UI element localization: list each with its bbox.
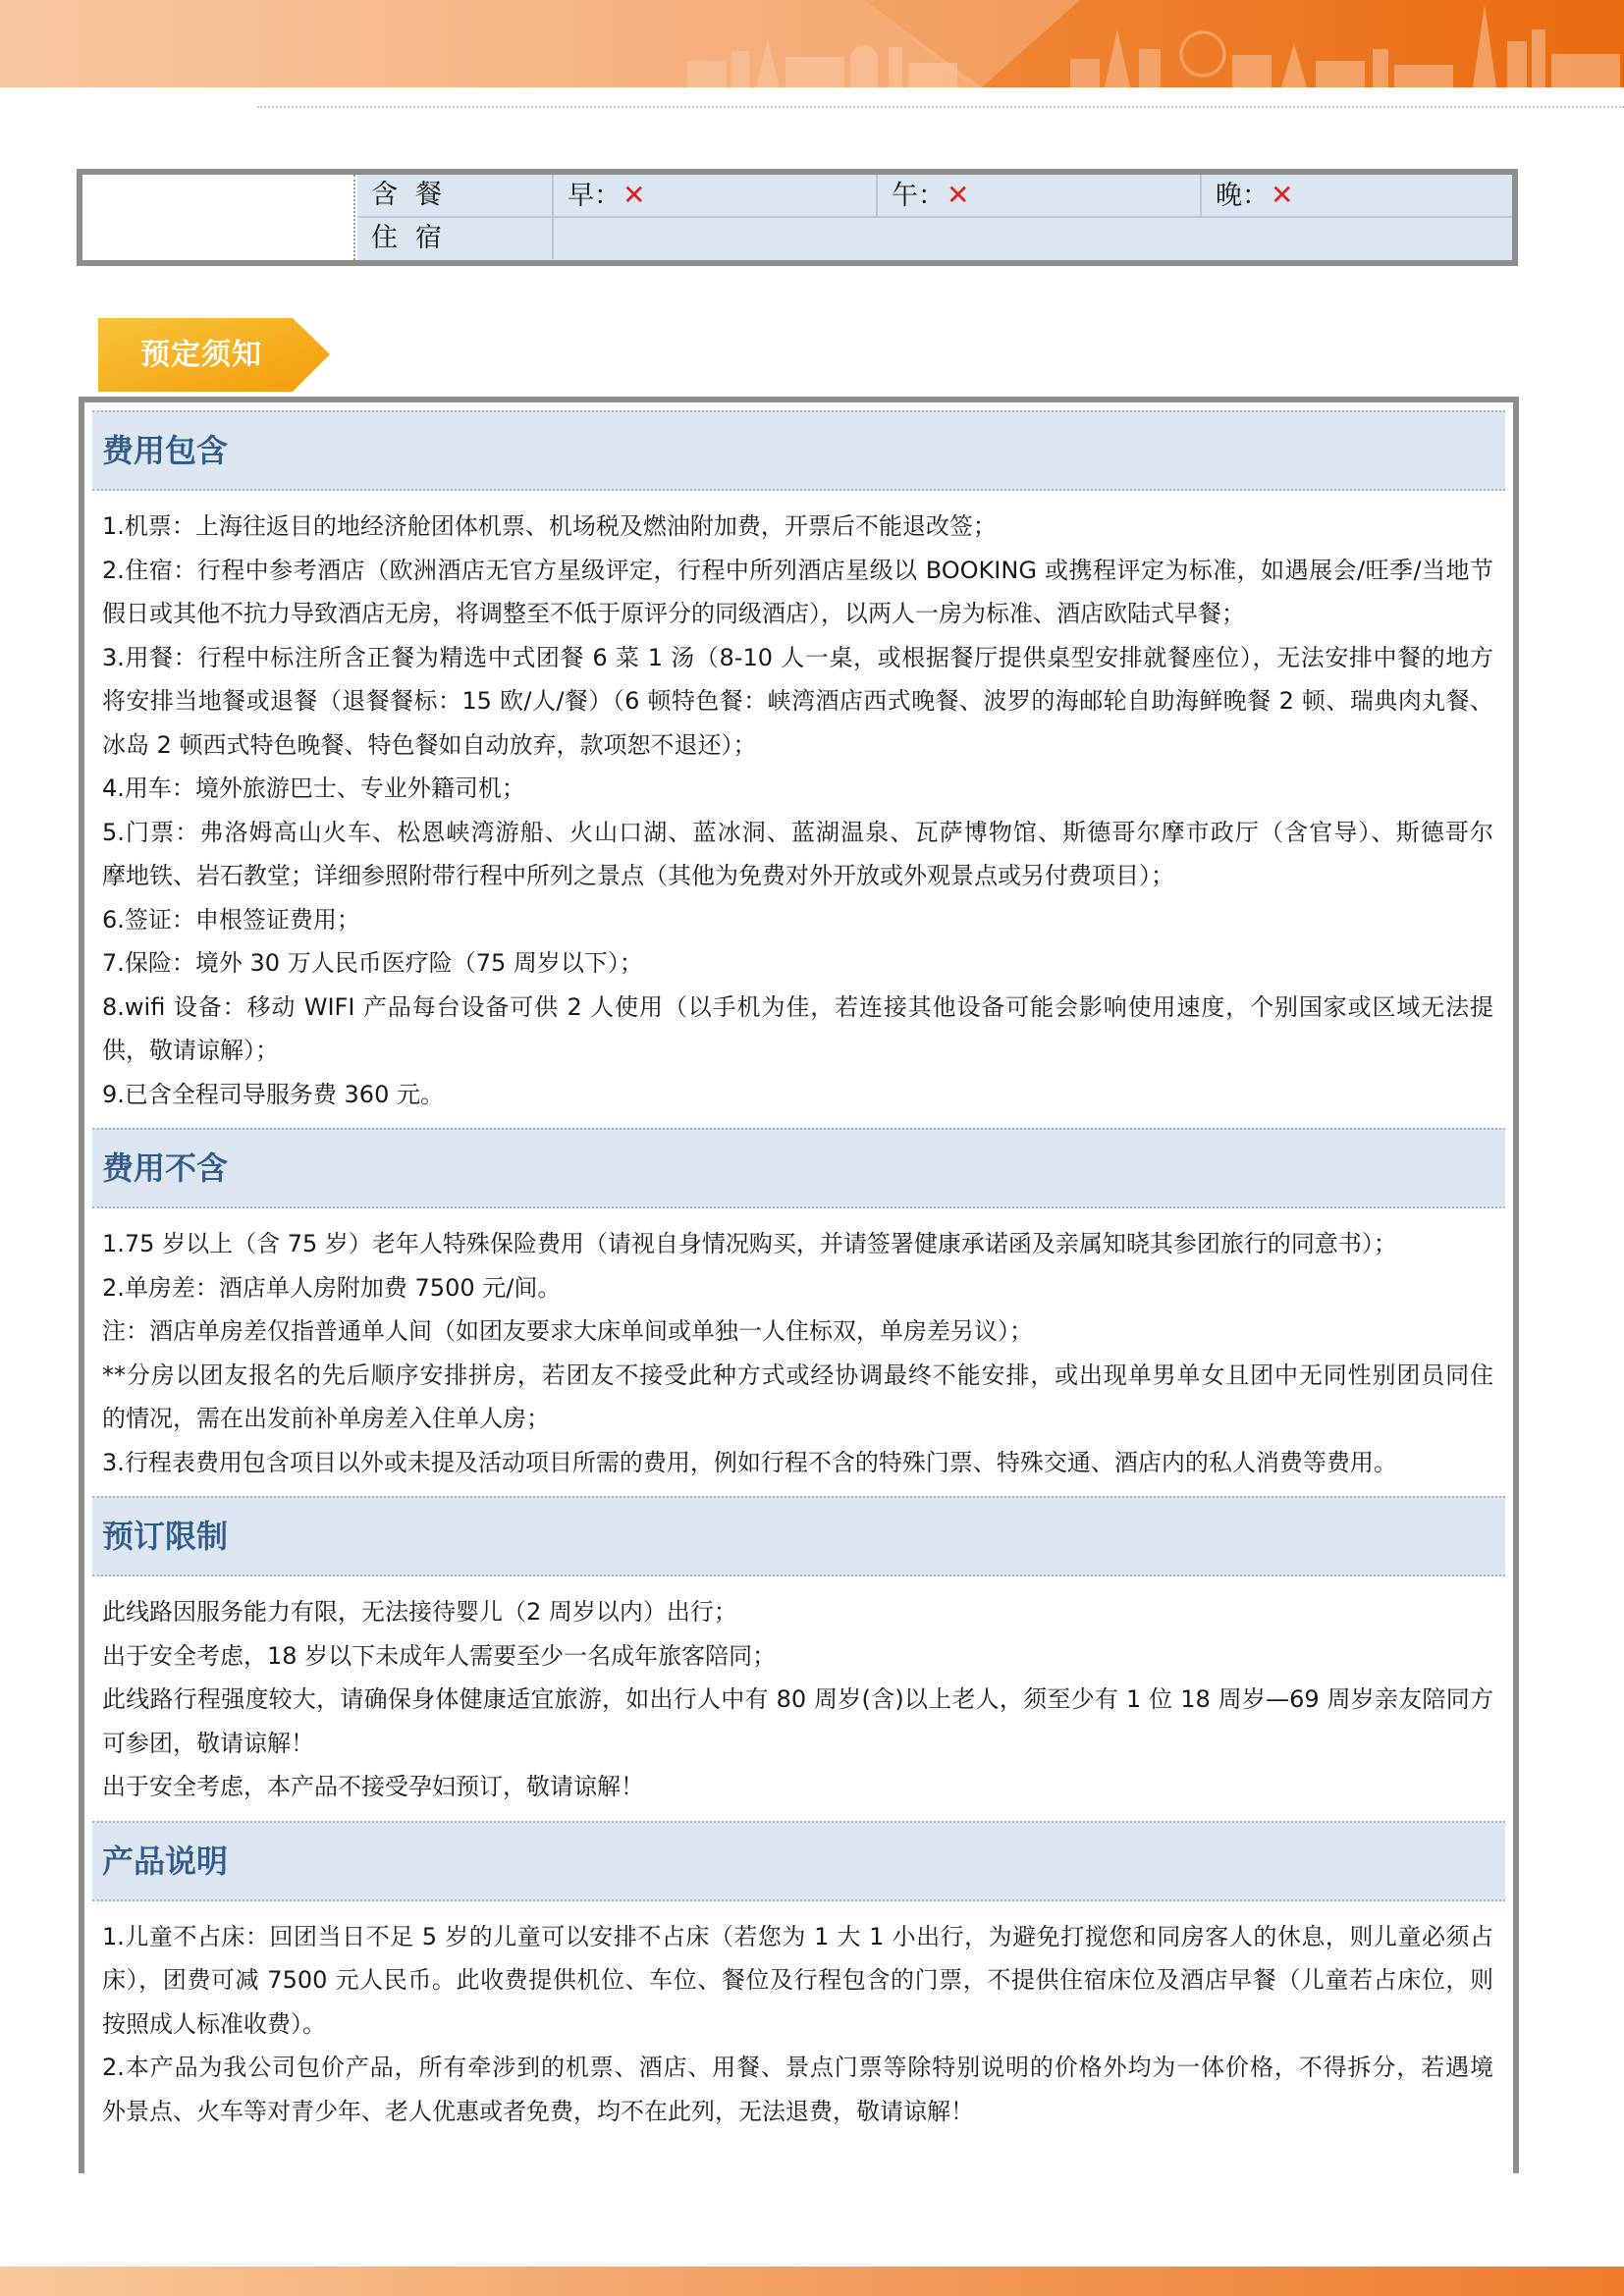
dinner-label: 晚： (1216, 181, 1269, 211)
list-item: 3.行程表费用包含项目以外或未提及活动项目所需的费用，例如行程不含的特殊门票、特殊交通、酒店内的私人消费等费用。 (102, 1448, 1397, 1476)
list-item: 假日或其他不抗力导致酒店无房，将调整至不低于原评分的同级酒店），以两人一房为标准、酒店欧陆式早餐； (102, 600, 1245, 627)
breakfast-cell (554, 175, 878, 216)
list-item: 注：酒店单房差仅指普通单人间（如团友要求大床单间或单独一人住标双，单房差另议）； (102, 1317, 1033, 1345)
city-skyline-banner (0, 0, 1624, 87)
list-item: 此线路因服务能力有限，无法接待婴儿（2 周岁以内）出行； (102, 1598, 737, 1626)
section-title-included: 费用包含 (92, 410, 1505, 491)
list-item: 将安排当地餐或退餐（退餐餐标：15 欧/人/餐）（6 顿特色餐：峡湾酒店西式晚餐、波罗的海邮轮自助海鲜晚餐 2 顿、瑞典肉丸餐、 (102, 687, 1493, 715)
footer-band (0, 2267, 1624, 2296)
booking-notice-tag (98, 318, 330, 392)
list-item: 1.75 岁以上（含 75 岁）老年人特殊保险费用（请视自身情况购买，并请签署健康承诺函及亲属知晓其参团旅行的同意书）； (102, 1230, 1397, 1257)
section-title-restrictions: 预订限制 (92, 1496, 1505, 1576)
meals-label: 含餐 (357, 175, 554, 216)
cross-icon: ✕ (1271, 179, 1294, 211)
section-body-excluded (92, 1208, 1505, 1496)
list-item: 5.门票：弗洛姆高山火车、松恩峡湾游船、火山口湖、蓝冰洞、蓝湖温泉、瓦萨博物馆、斯德哥尔摩市政厅（含官导）、斯德哥尔 (102, 818, 1493, 846)
list-item: 可参团，敬请谅解！ (102, 1729, 314, 1757)
list-item: 1.机票：上海往返目的地经济舱团体机票、机场税及燃油附加费，开票后不能退改签； (102, 512, 997, 540)
list-item: **分房以团友报名的先后顺序安排拼房，若团友不接受此种方式或经协调最终不能安排，或出现单男单女且团中无同性别团员同住 (102, 1361, 1493, 1389)
list-item: 冰岛 2 顿西式特色晚餐、特色餐如自动放弃，款项恕不退还）； (102, 730, 757, 759)
list-item: 出于安全考虑，18 岁以下未成年人需要至少一名成年旅客陪同； (102, 1641, 777, 1670)
notice-content (92, 410, 1505, 2145)
lunch-cell (878, 175, 1202, 216)
lunch-label: 午： (892, 181, 945, 211)
lodging-value (554, 218, 1512, 259)
list-item: 床），团费可减 7500 元人民币。此收费提供机位、车位、餐位及行程包含的门票，不提供住宿床位及酒店早餐（儿童若占床位，则 (102, 1966, 1493, 1994)
list-item: 供，敬请谅解）； (102, 1037, 279, 1064)
section-body-product (92, 1901, 1505, 2146)
list-item: 6.签证：申根签证费用； (102, 905, 360, 934)
list-item: 8.wifi 设备：移动 WIFI 产品每台设备可供 2 人使用（以手机为佳，若连接其他设备可能会影响使用速度，个别国家或区域无法提 (102, 992, 1493, 1021)
cross-icon: ✕ (623, 179, 646, 211)
list-item: 9.已含全程司导服务费 360 元。 (102, 1080, 444, 1108)
header-banner (0, 0, 1624, 87)
list-item: 外景点、火车等对青少年、老人优惠或者免费，均不在此列，无法退费，敬请谅解！ (102, 2097, 974, 2125)
breakfast-label: 早： (568, 181, 621, 211)
list-item: 按照成人标准收费）。 (102, 2009, 326, 2038)
list-item: 摩地铁、岩石教堂；详细参照附带行程中所列之景点（其他为免费对外开放或外观景点或另付费项目）； (102, 862, 1174, 889)
booking-notice-panel (79, 397, 1519, 2173)
tag-label: 预定须知 (140, 338, 262, 372)
list-item: 4.用车：境外旅游巴士、专业外籍司机； (102, 774, 525, 802)
meals-lodging-grid (357, 175, 1512, 260)
list-item: 7.保险：境外 30 万人民币医疗险（75 周岁以下）； (102, 949, 643, 977)
dinner-cell (1202, 175, 1512, 216)
list-item: 的情况，需在出发前补单房差入住单人房； (102, 1405, 550, 1432)
lodging-row (357, 218, 1512, 259)
list-item: 1.儿童不占床：回团当日不足 5 岁的儿童可以安排不占床（若您为 1 大 1 小出行，为避免打搅您和同房客人的休息，则儿童必须占 (102, 1922, 1493, 1950)
cross-icon: ✕ (947, 179, 970, 211)
section-body-restrictions (92, 1576, 1505, 1821)
list-item: 3.用餐：行程中标注所含正餐为精选中式团餐 6 菜 1 汤（8-10 人一桌，或根据餐厅提供桌型安排就餐座位），无法安排中餐的地方 (102, 643, 1493, 671)
section-title-product: 产品说明 (92, 1821, 1505, 1901)
list-item: 出于安全考虑，本产品不接受孕妇预订，敬请谅解！ (102, 1773, 644, 1800)
header-divider (257, 106, 1624, 108)
section-title-excluded: 费用不含 (92, 1128, 1505, 1208)
list-item: 2.本产品为我公司包价产品，所有牵涉到的机票、酒店、用餐、景点门票等除特别说明的价格外均为一体价格，不得拆分，若遇境 (102, 2054, 1493, 2081)
day-itinerary-table (77, 169, 1518, 266)
lodging-label: 住宿 (357, 218, 554, 259)
list-item: 2.单房差：酒店单人房附加费 7500 元/间。 (102, 1273, 562, 1302)
section-body-included (92, 491, 1505, 1128)
list-item: 2.住宿：行程中参考酒店（欧洲酒店无官方星级评定，行程中所列酒店星级以 BOOKING 或携程评定为标准，如遇展会/旺季/当地节 (102, 556, 1493, 584)
day-cell-blank (90, 175, 355, 260)
meals-row (357, 175, 1512, 218)
list-item: 此线路行程强度较大，请确保身体健康适宜旅游，如出行人中有 80 周岁(含)以上老人，须至少有 1 位 18 周岁—69 周岁亲友陪同方 (102, 1685, 1493, 1713)
